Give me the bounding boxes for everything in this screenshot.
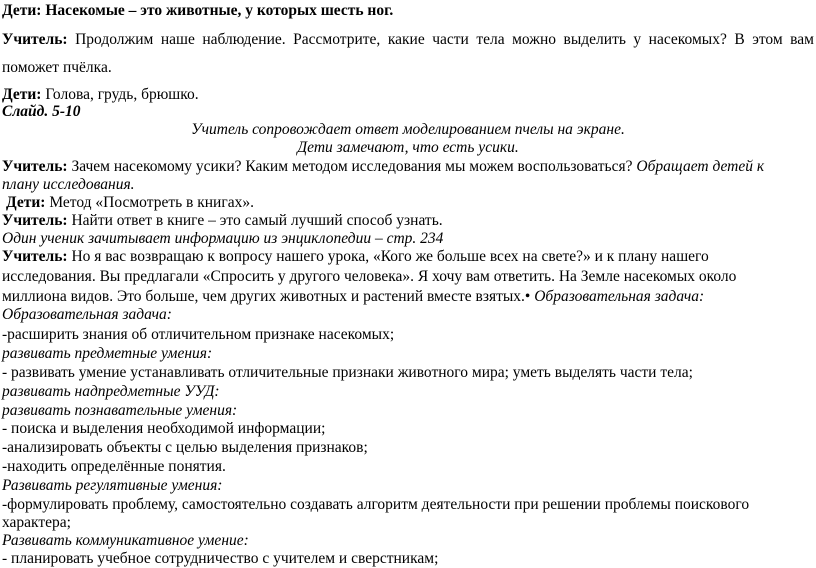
line-22 <box>2 420 814 438</box>
line-1 <box>2 2 814 20</box>
stage-direction: плану исследования. <box>2 176 135 193</box>
line-17 <box>2 326 814 344</box>
list-item: характера; <box>2 514 71 531</box>
line-7 <box>2 139 814 157</box>
line-text: исследования. Вы предлагали «Спросить у другого человека». Я хочу вам ответить. На Земле насекомых около <box>2 268 737 285</box>
speaker-label: Учитель: <box>2 248 68 265</box>
line-text: миллиона видов. Это больше, чем других животных и растений вместе взятых. <box>2 288 525 305</box>
line-text: Метод «Посмотреть в книгах». <box>45 194 254 211</box>
list-item: - планировать учебное сотрудничество с учителем и сверстникам; <box>2 550 439 567</box>
line-15 <box>2 288 814 306</box>
line-4 <box>2 86 814 104</box>
line-24 <box>2 458 814 476</box>
list-item: -находить определённые понятия. <box>2 458 226 475</box>
line-19 <box>2 364 814 382</box>
line-20 <box>2 383 814 401</box>
line-29 <box>2 550 814 568</box>
line-25 <box>2 477 814 495</box>
section-heading: развивать познавательные умения: <box>2 402 238 419</box>
list-item: -формулировать проблему, самостоятельно создавать алгоритм деятельности при решении проблемы поискового <box>2 496 750 513</box>
line-23 <box>2 439 814 457</box>
list-item: - поиска и выделения необходимой информации; <box>2 420 326 437</box>
line-text: Голова, грудь, брюшко. <box>41 86 199 103</box>
speaker-label: Учитель: <box>2 212 68 229</box>
line-27 <box>2 514 814 532</box>
stage-direction: Дети замечают, что есть усики. <box>297 139 519 156</box>
section-heading: развивать предметные умения: <box>2 345 213 362</box>
list-item: -расширить знания об отличительном признаке насекомых; <box>2 326 395 343</box>
line-2 <box>2 31 814 49</box>
line-text: Продолжим наше наблюдение. Рассмотрите, какие части тела можно выделить у насекомых? В этом вам <box>67 31 814 48</box>
line-12 <box>2 230 814 248</box>
stage-direction: Учитель сопровождает ответ моделированием пчелы на экране. <box>191 121 625 138</box>
list-item: - развивать умение устанавливать отличительные признаки животного мира; уметь выделять части тела; <box>2 364 693 381</box>
section-heading: Образовательная задача: <box>2 306 172 323</box>
line-text: поможет пчёлка. <box>2 59 112 76</box>
speaker-label: Учитель: <box>2 158 68 175</box>
line-6 <box>2 121 814 139</box>
bullet: • <box>524 288 535 305</box>
line-28 <box>2 532 814 550</box>
line-26 <box>2 496 814 514</box>
line-text: Найти ответ в книге – это самый лучший способ узнать. <box>67 212 443 229</box>
line-text: Но я вас возвращаю к вопросу нашего урока, «Кого же больше всех на свете?» и к плану нашего <box>67 248 709 265</box>
section-heading: развивать надпредметные УУД: <box>2 383 220 400</box>
section-heading: Развивать регулятивные умения: <box>2 477 223 494</box>
line-10 <box>6 194 814 212</box>
line-text: Насекомые – это животные, у которых шесть ног. <box>41 2 394 19</box>
line-18 <box>2 345 814 363</box>
stage-direction: Один ученик зачитывает информацию из энциклопедии – стр. 234 <box>2 230 444 247</box>
line-16 <box>2 306 814 324</box>
speaker-label: Дети: <box>6 194 46 211</box>
slide-label: Слайд. 5-10 <box>2 103 81 120</box>
section-heading: Развивать коммуникативное умение: <box>2 532 249 549</box>
line-9 <box>2 176 814 194</box>
speaker-label: Дети: <box>2 86 42 103</box>
line-5 <box>2 103 814 121</box>
line-text: Зачем насекомому усики? Каким методом исследования мы можем воспользоваться? <box>67 158 637 175</box>
line-11 <box>2 212 814 230</box>
line-3 <box>2 59 814 77</box>
stage-direction: Обращает детей к <box>636 158 765 175</box>
speaker-label: Дети: <box>2 2 42 19</box>
line-21 <box>2 402 814 420</box>
speaker-label: Учитель: <box>2 31 68 48</box>
line-14 <box>2 268 814 286</box>
section-heading: Образовательная задача: <box>534 288 705 305</box>
list-item: -анализировать объекты с целью выделения признаков; <box>2 439 368 456</box>
line-13 <box>2 248 814 266</box>
line-8 <box>2 158 814 176</box>
